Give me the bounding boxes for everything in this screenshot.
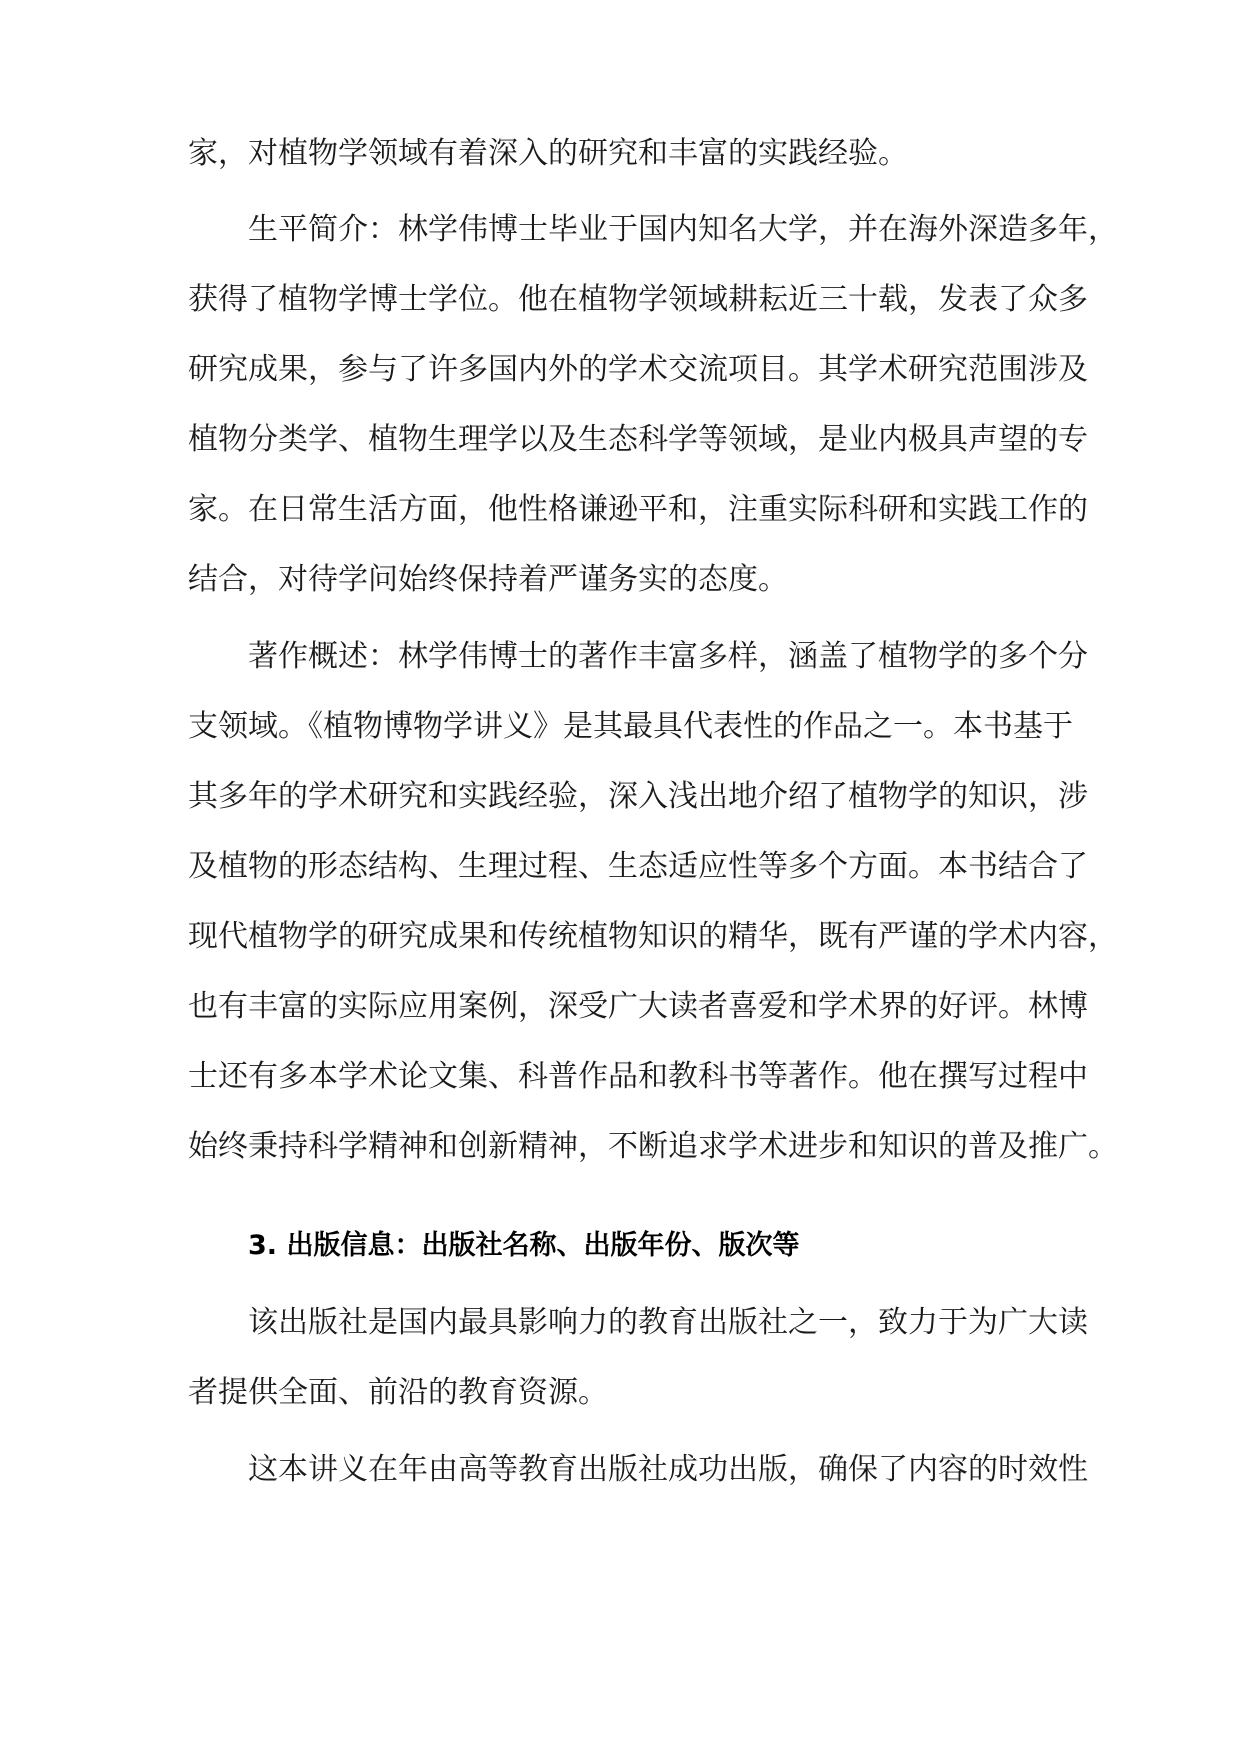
- works-line-5: 现代植物学的研究成果和传统植物知识的精华，既有严谨的学术内容，: [188, 919, 1118, 954]
- works-line-1: 著作概述：林学伟博士的著作丰富多样，涵盖了植物学的多个分: [248, 639, 1088, 674]
- works-line-6: 也有丰富的实际应用案例，深受广大读者喜爱和学术界的好评。林博: [188, 989, 1088, 1024]
- biography-line-1: 生平简介：林学伟博士毕业于国内知名大学，并在海外深造多年，: [248, 212, 1118, 247]
- works-line-7: 士还有多本学术论文集、科普作品和教科书等著作。他在撰写过程中: [188, 1059, 1088, 1094]
- biography-line-5: 家。在日常生活方面，他性格谦逊平和，注重实际科研和实践工作的: [188, 492, 1088, 527]
- publication-line-1: 这本讲义在年由高等教育出版社成功出版，确保了内容的时效性: [248, 1452, 1088, 1487]
- biography-line-4: 植物分类学、植物生理学以及生态科学等领域，是业内极具声望的专: [188, 422, 1088, 457]
- publisher-line-1: 该出版社是国内最具影响力的教育出版社之一，致力于为广大读: [248, 1305, 1088, 1340]
- biography-line-3: 研究成果，参与了许多国内外的学术交流项目。其学术研究范围涉及: [188, 352, 1088, 387]
- biography-line-6: 结合，对待学问始终保持着严谨务实的态度。: [188, 562, 788, 597]
- biography-line-2: 获得了植物学博士学位。他在植物学领域耕耘近三十载，发表了众多: [188, 282, 1088, 317]
- works-line-3: 其多年的学术研究和实践经验，深入浅出地介绍了植物学的知识，涉: [188, 779, 1088, 814]
- works-line-4: 及植物的形态结构、生理过程、生态适应性等多个方面。本书结合了: [188, 849, 1088, 884]
- works-line-2: 支领域。《植物博物学讲义》是其最具代表性的作品之一。本书基于: [188, 709, 1073, 744]
- works-line-8: 始终秉持科学精神和创新精神，不断追求学术进步和知识的普及推广。: [188, 1129, 1118, 1164]
- section-heading: 3. 出版信息：出版社名称、出版年份、版次等: [248, 1230, 800, 1261]
- publisher-line-2: 者提供全面、前沿的教育资源。: [188, 1375, 608, 1410]
- intro-line-1: 家，对植物学领域有着深入的研究和丰富的实践经验。: [188, 136, 908, 171]
